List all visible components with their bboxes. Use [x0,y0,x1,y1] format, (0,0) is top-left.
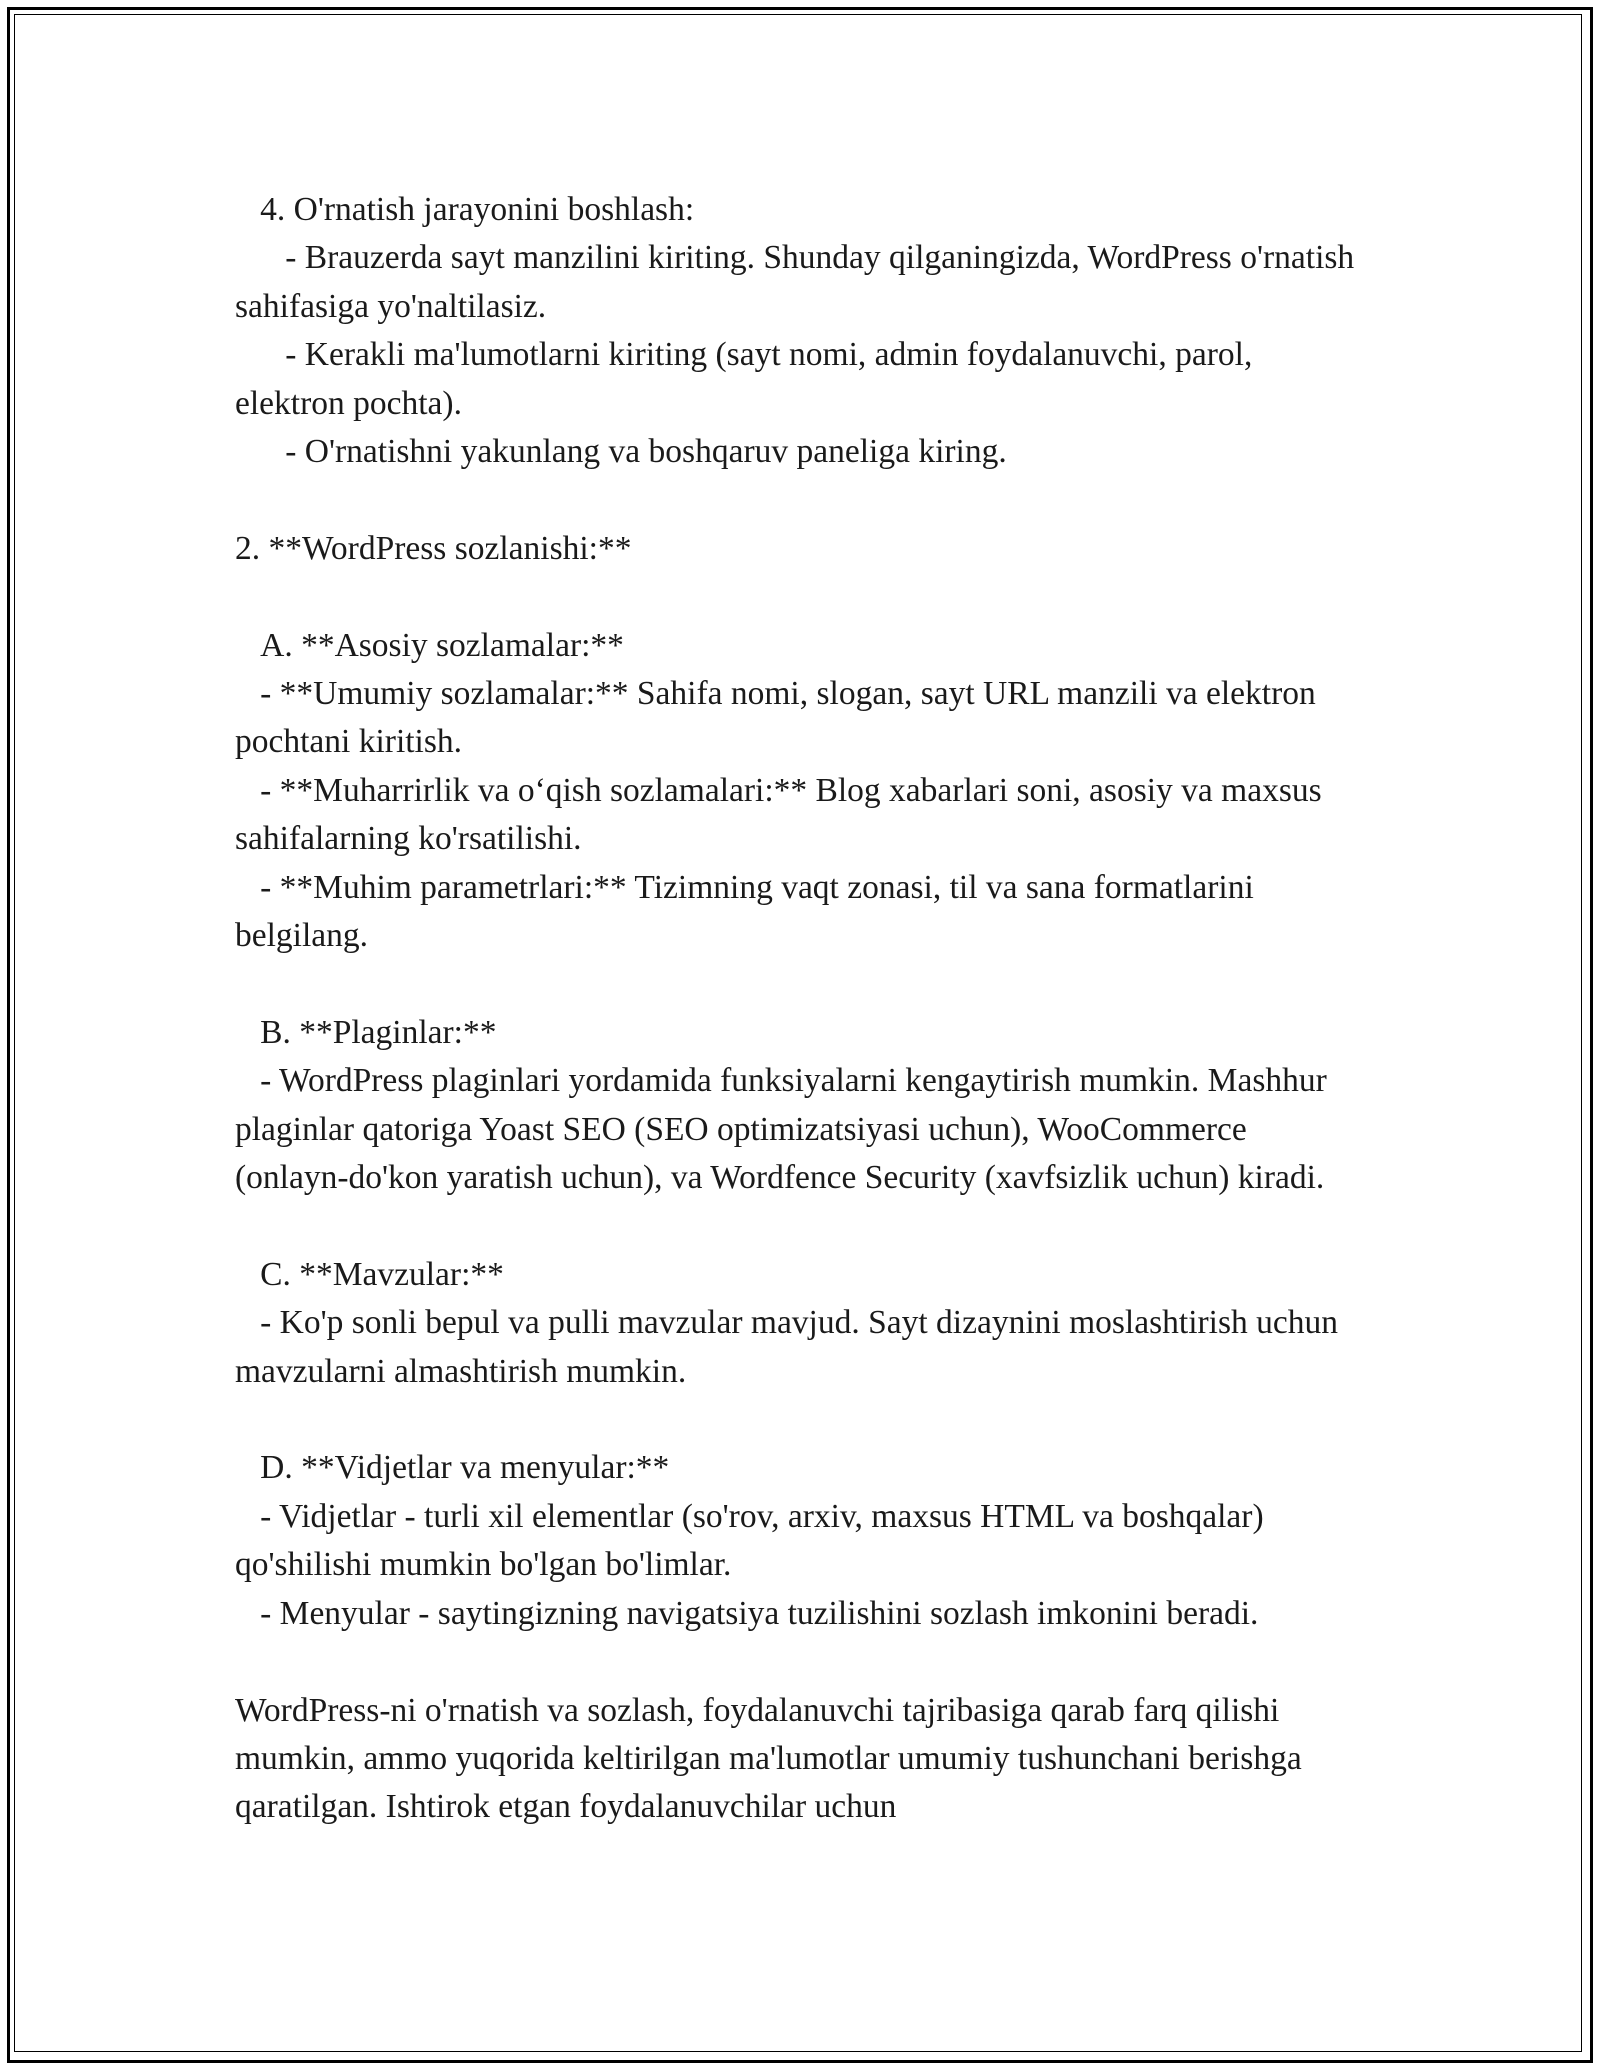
text-paragraph: - **Muharrirlik va o‘qish sozlamalari:** Blog xabarlari soni, asosiy va maxsus sahifalarning ko'rsatilishi. [235,771,1331,858]
text-paragraph: - O'rnatishni yakunlang va boshqaruv paneliga kiring. [235,433,1007,471]
text-paragraph: A. **Asosiy sozlamalar:** [235,626,624,664]
text-paragraph: - Vidjetlar - turli xil elementlar (so'rov, arxiv, maxsus HTML va boshqalar) qo'shilishi mumkin bo'lgan bo'limlar. [235,1497,1272,1584]
text-paragraph: - Brauzerda sayt manzilini kiriting. Shunday qilganingizda, WordPress o'rnatish sahifasiga yo'naltilasiz. [235,239,1363,325]
text-paragraph: 2. **WordPress sozlanishi:** [235,529,632,567]
blank-line [235,1202,1365,1250]
text-paragraph: WordPress-ni o'rnatish va sozlash, foydalanuvchi tajribasiga qarab farq qilishi mumkin, ammo yuqorida keltirilgan ma'lumotlar umumiy tushunchani berishga qaratilgan. Ishtirok etgan foydalanuvchilar uchun [235,1691,1311,1826]
document-body [235,186,1365,1832]
text-paragraph: - Ko'p sonli bepul va pulli mavzular mavjud. Sayt dizaynini moslashtirish uchun mavzularni almashtirish mumkin. [235,1304,1347,1390]
text-paragraph: - WordPress plaginlari yordamida funksiyalarni kengaytirish mumkin. Mashhur plaginlar qatoriga Yoast SEO (SEO optimizatsiyasi uchun), WooCommerce (onlayn-do'kon yaratish uchun), va Wordfence Security (xavfsizlik uchun) kiradi. [235,1062,1336,1197]
blank-line [235,476,1365,524]
blank-line [235,1396,1365,1444]
text-paragraph: - Kerakli ma'lumotlarni kiriting (sayt nomi, admin foydalanuvchi, parol, elektron pochta). [235,336,1261,422]
text-paragraph: C. **Mavzular:** [235,1255,504,1293]
text-paragraph: - **Umumiy sozlamalar:** Sahifa nomi, slogan, sayt URL manzili va elektron pochtani kiritish. [235,675,1325,761]
blank-line [235,573,1365,621]
text-paragraph: D. **Vidjetlar va menyular:** [235,1449,670,1487]
text-paragraph: 4. O'rnatish jarayonini boshlash: [235,191,695,228]
text-paragraph: - **Muhim parametrlari:** Tizimning vaqt zonasi, til va sana formatlarini belgilang. [235,868,1263,955]
blank-line [235,960,1365,1008]
text-paragraph: - Menyular - saytingizning navigatsiya tuzilishini sozlash imkonini beradi. [235,1594,1259,1632]
blank-line [235,1638,1365,1686]
text-paragraph: B. **Plaginlar:** [235,1013,497,1051]
